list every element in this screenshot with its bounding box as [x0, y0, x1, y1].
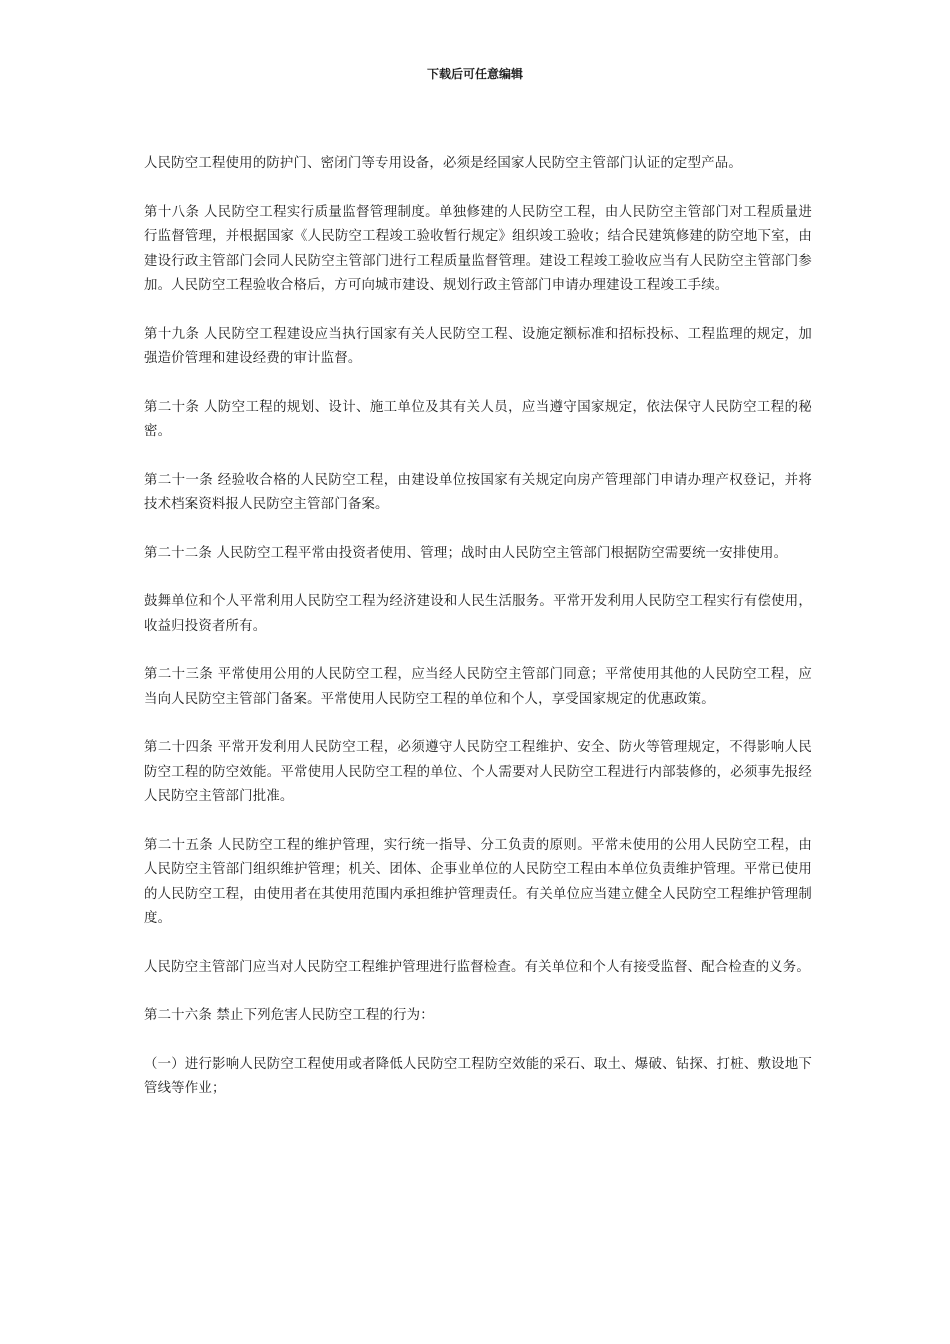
- article-23: 第二十三条 平常使用公用的人民防空工程，应当经人民防空主管部门同意；平常使用其他的人民防空工程，应当向人民防空主管部门备案。平常使用人民防空工程的单位和个人，享受国家规定的优惠政策。: [144, 667, 812, 707]
- paragraph: 人民防空工程使用的防护门、密闭门等专用设备，必须是经国家人民防空主管部门认证的定型产品。: [144, 156, 742, 171]
- article-25: 第二十五条 人民防空工程的维护管理，实行统一指导、分工负责的原则。平常未使用的公用人民防空工程，由人民防空主管部门组织维护管理；机关、团体、企事业单位的人民防空工程由本单位负责维护管理。平常已使用的人民防空工程，由使用者在其使用范围内承担维护管理责任。有关单位应当建立健全人民防空工程维护管理制度。: [144, 837, 812, 926]
- list-item: （一）进行影响人民防空工程使用或者降低人民防空工程防空效能的采石、取土、爆破、钻探、打桩、敷设地下管线等作业；: [144, 1056, 812, 1096]
- paragraph: 鼓舞单位和个人平常利用人民防空工程为经济建设和人民生活服务。平常开发利用人民防空工程实行有偿使用，收益归投资者所有。: [144, 594, 812, 634]
- article-18: 第十八条 人民防空工程实行质量监督管理制度。单独修建的人民防空工程，由人民防空主管部门对工程质量进行监督管理，并根据国家《人民防空工程竣工验收暂行规定》组织竣工验收；结合民建筑修建的防空地下室，由建设行政主管部门会同人民防空主管部门进行工程质量监督管理。建设工程竣工验收应当有人民防空主管部门参加。人民防空工程验收合格后，方可向城市建设、规划行政主管部门申请办理建设工程竣工手续。: [144, 204, 812, 293]
- article-20: 第二十条 人防空工程的规划、设计、施工单位及其有关人员，应当遵守国家规定，依法保守人民防空工程的秘密。: [144, 399, 812, 439]
- article-24: 第二十四条 平常开发利用人民防空工程，必须遵守人民防空工程维护、安全、防火等管理规定，不得影响人民防空工程的防空效能。平常使用人民防空工程的单位、个人需要对人民防空工程进行内部装修的，必须事先报经人民防空主管部门批准。: [144, 740, 812, 804]
- article-22: 第二十二条 人民防空工程平常由投资者使用、管理；战时由人民防空主管部门根据防空需要统一安排使用。: [144, 545, 788, 561]
- document-body: [144, 152, 812, 1126]
- article-19: 第十九条 人民防空工程建设应当执行国家有关人民防空工程、设施定额标准和招标投标、工程监理的规定，加强造价管理和建设经费的审计监督。: [144, 326, 812, 366]
- page-header: 下载后可任意编辑: [426, 67, 523, 81]
- paragraph: 人民防空主管部门应当对人民防空工程维护管理进行监督检查。有关单位和个人有接受监督、配合检查的义务。: [144, 959, 810, 975]
- article-21: 第二十一条 经验收合格的人民防空工程，由建设单位按国家有关规定向房产管理部门申请办理产权登记，并将技术档案资料报人民防空主管部门备案。: [144, 472, 812, 512]
- article-26: 第二十六条 禁止下列危害人民防空工程的行为：: [144, 1008, 434, 1023]
